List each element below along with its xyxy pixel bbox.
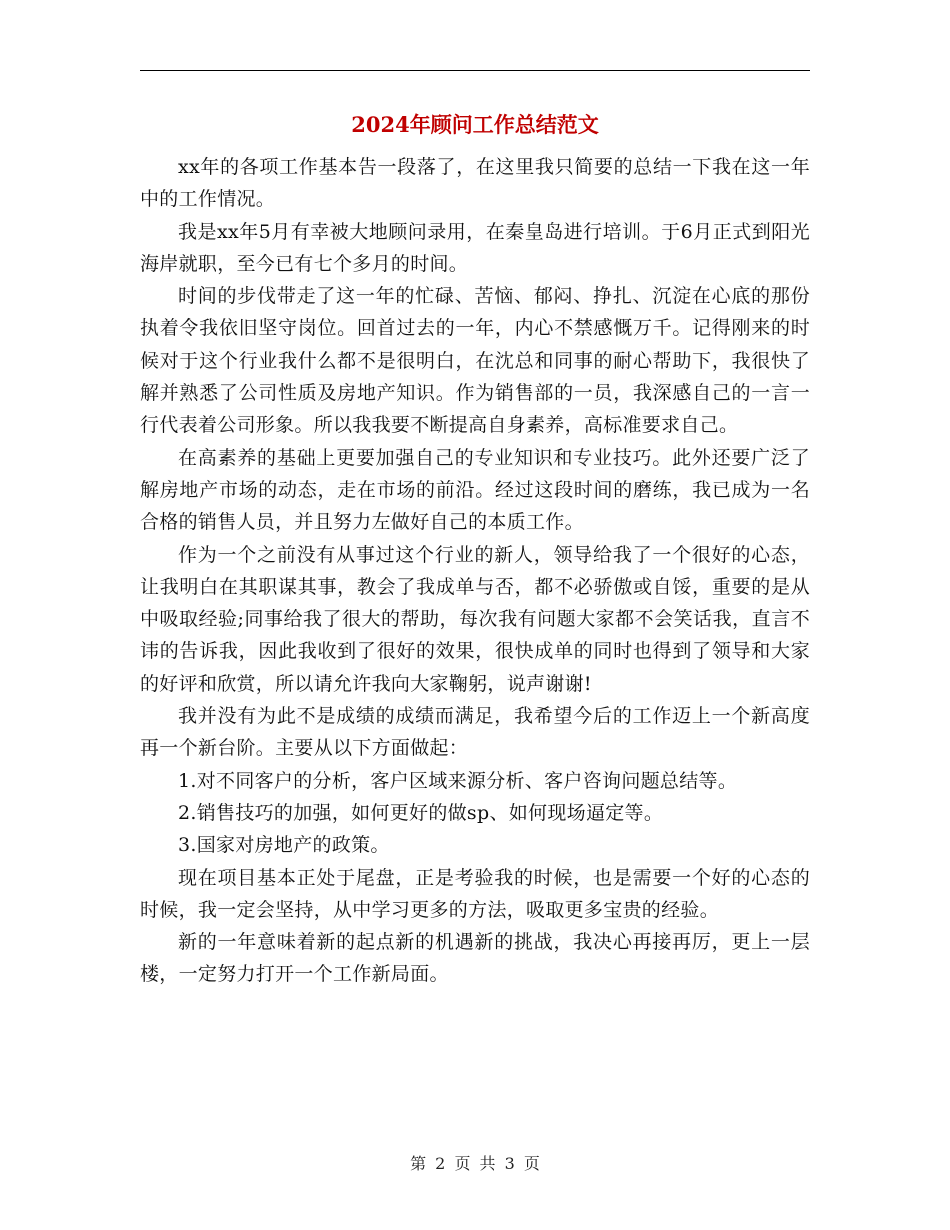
paragraph-employment: 我是xx年5月有幸被大地顾问录用，在秦皇岛进行培训。于6月正式到阳光海岸就职，至今已有七个多月的时间。 — [140, 220, 810, 275]
paragraph-intro: xx年的各项工作基本告一段落了，在这里我只简要的总结一下我在这一年中的工作情况。 — [140, 156, 810, 211]
paragraph-goals: 我并没有为此不是成绩的成绩而满足，我希望今后的工作迈上一个新高度再一个新台阶。主要从以下方面做起： — [140, 705, 810, 760]
list-item-1: 1.对不同客户的分析，客户区域来源分析、客户咨询问题总结等。 — [178, 769, 738, 792]
list-item-2: 2.销售技巧的加强，如何更好的做sp、如何现场逼定等。 — [178, 801, 664, 824]
paragraph-reflection: 时间的步伐带走了这一年的忙碌、苦恼、郁闷、挣扎、沉淀在心底的那份执着令我依旧坚守岗位。回首过去的一年，内心不禁感慨万千。记得刚来的时候对于这个行业我什么都不是很明白，在沈总和同事的耐心帮助下，我很快了解并熟悉了公司性质及房地产知识。作为销售部的一员，我深感自己的一言一行代表着公司形象。所以我我要不断提高自身素养，高标准要求自己。 — [140, 285, 810, 437]
page-number: 第 2 页 共 3 页 — [410, 1154, 540, 1173]
document-body — [140, 151, 810, 991]
document-title: 2024年顾问工作总结范文 — [351, 112, 599, 137]
paragraph-gratitude: 作为一个之前没有从事过这个行业的新人，领导给我了一个很好的心态，让我明白在其职谋其事，教会了我成单与否，都不必骄傲或自馁，重要的是从中吸取经验;同事给我了很大的帮助，每次我有问题大家都不会笑话我，直言不讳的告诉我，因此我收到了很好的效果，很快成单的同时也得到了领导和大家的好评和欣赏，所以请允许我向大家鞠躬，说声谢谢! — [140, 543, 810, 695]
header-rule — [140, 70, 810, 71]
list-item-3: 3.国家对房地产的政策。 — [178, 834, 390, 857]
paragraph-closing: 新的一年意味着新的起点新的机遇新的挑战，我决心再接再厉，更上一层楼，一定努力打开一个工作新局面。 — [140, 931, 810, 986]
paragraph-current: 现在项目基本正处于尾盘，正是考验我的时候，也是需要一个好的心态的时候，我一定会坚持，从中学习更多的方法，吸取更多宝贵的经验。 — [140, 866, 810, 921]
paragraph-skills: 在高素养的基础上更要加强自己的专业知识和专业技巧。此外还要广泛了解房地产市场的动态，走在市场的前沿。经过这段时间的磨练，我已成为一名合格的销售人员，并且努力左做好自己的本质工作。 — [140, 446, 810, 534]
